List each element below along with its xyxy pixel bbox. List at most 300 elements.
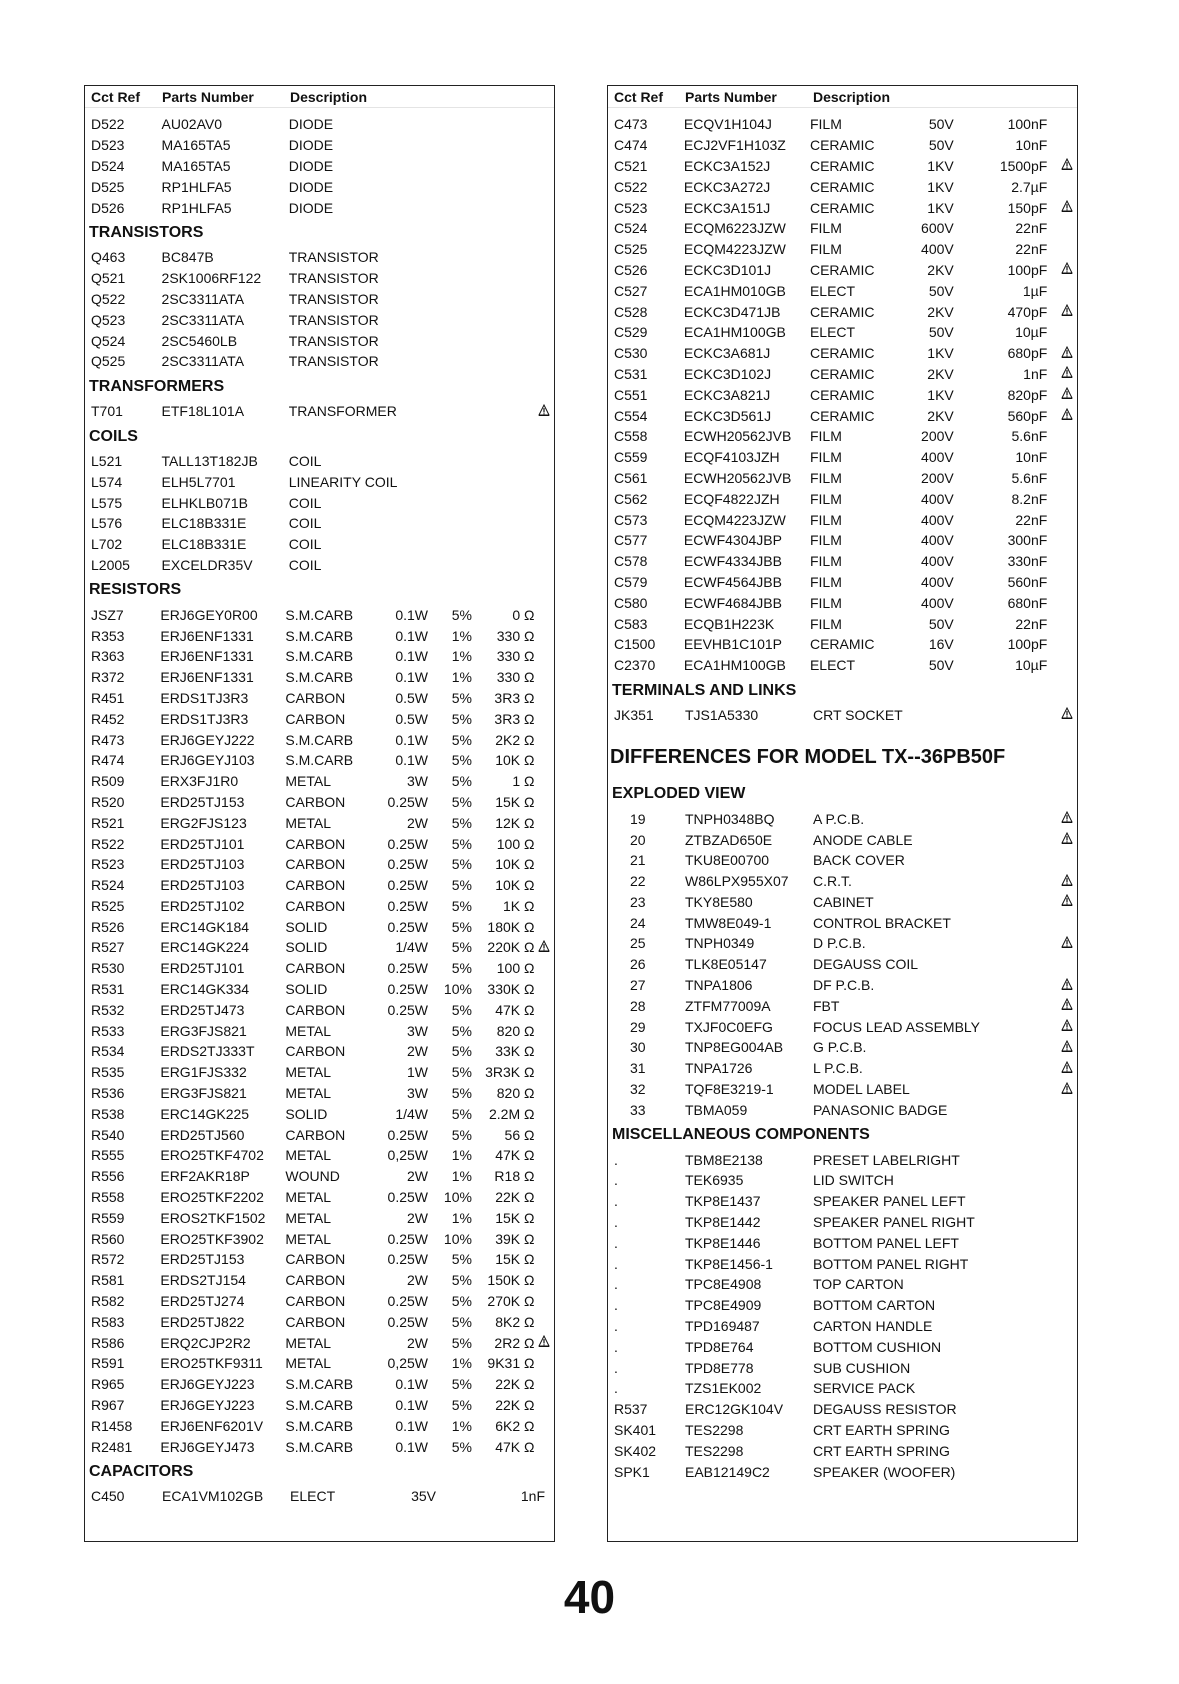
cct-ref: Q524: [91, 332, 126, 349]
warning-cell: [1057, 978, 1077, 993]
safety-warning-icon: [1061, 346, 1073, 358]
description: MODEL LABEL: [813, 1081, 910, 1098]
value: 22nF: [1015, 511, 1048, 528]
cct-ref: .: [614, 1255, 618, 1272]
description: CERAMIC: [809, 636, 875, 653]
value: 8.2nF: [1011, 490, 1048, 507]
description: DIODE: [288, 178, 334, 195]
cct-ref: L702: [91, 536, 123, 553]
description: FILM: [809, 428, 842, 445]
table-row: [85, 750, 554, 771]
description: CARBON: [285, 897, 346, 914]
wattage: 0.1W: [395, 752, 428, 769]
cct-ref: C573: [614, 511, 648, 528]
wattage: 0.1W: [395, 1376, 428, 1393]
parts-number: ECWH20562JVB: [683, 469, 792, 486]
cct-ref: R586: [91, 1334, 125, 1351]
wattage: 0.25W: [387, 877, 428, 894]
wattage: 0.1W: [395, 627, 428, 644]
wattage: 0.5W: [395, 689, 428, 706]
cct-ref: C529: [614, 324, 648, 341]
tolerance: 5%: [451, 939, 472, 956]
description: CERAMIC: [809, 137, 875, 154]
table-row: [85, 1395, 554, 1416]
value: 47K Ω: [495, 1438, 535, 1455]
table-row: [608, 1058, 1077, 1079]
description: WOUND: [285, 1168, 340, 1185]
parts-number: TMW8E049-1: [685, 914, 772, 931]
description: FILM: [809, 615, 842, 632]
table-row: [85, 604, 554, 625]
wattage: 0.25W: [387, 1230, 428, 1247]
safety-warning-icon: [1061, 1040, 1073, 1052]
value: 100 Ω: [496, 960, 535, 977]
table-row: [85, 916, 554, 937]
section-title-misc: MISCELLANEOUS COMPONENTS: [612, 1126, 870, 1144]
parts-number: ECJ2VF1H103Z: [683, 137, 786, 154]
parts-number: ERJ6GEYJ223: [160, 1376, 255, 1393]
description: S.M.CARB: [285, 1438, 354, 1455]
description: DIODE: [288, 116, 334, 133]
parts-number: W86LPX955X07: [685, 873, 789, 890]
tolerance: 5%: [451, 835, 472, 852]
parts-number: ECQB1H223K: [683, 615, 775, 632]
voltage: 400V: [921, 532, 954, 549]
wattage: 0.25W: [387, 1251, 428, 1268]
table-row: [85, 534, 554, 555]
description: METAL: [285, 1230, 332, 1247]
warning-cell: [1057, 304, 1077, 319]
table-row: [608, 1399, 1077, 1420]
table-row: [608, 655, 1077, 676]
description: FILM: [809, 511, 842, 528]
voltage: 50V: [928, 282, 954, 299]
warning-cell: [1057, 1082, 1077, 1097]
cct-ref: C524: [614, 220, 648, 237]
value: 39K Ω: [495, 1230, 535, 1247]
left-parts-table: [84, 85, 555, 1542]
description: METAL: [285, 1209, 332, 1226]
description: CERAMIC: [809, 303, 875, 320]
description: A P.C.B.: [813, 810, 865, 827]
description: COIL: [288, 452, 322, 469]
tolerance: 5%: [451, 710, 472, 727]
description: METAL: [285, 1355, 332, 1372]
parts-number: TKY8E580: [685, 893, 753, 910]
wattage: 0.1W: [395, 669, 428, 686]
description: METAL: [285, 1085, 332, 1102]
cct-ref: C523: [614, 199, 648, 216]
tolerance: 5%: [451, 1022, 472, 1039]
warning-cell: [1057, 200, 1077, 215]
safety-warning-icon: [1061, 811, 1073, 823]
cct-ref: 25: [630, 935, 646, 952]
value: 100nF: [1007, 116, 1048, 133]
parts-number: ELC18B331E: [161, 536, 247, 553]
parts-number: TKP8E1437: [685, 1193, 761, 1210]
value: 15K Ω: [495, 1209, 535, 1226]
description: BACK COVER: [813, 852, 905, 869]
parts-number: RP1HLFA5: [161, 199, 232, 216]
wattage: 0.25W: [387, 1126, 428, 1143]
warning-cell: [1057, 387, 1077, 402]
parts-number: TKP8E1446: [685, 1234, 761, 1251]
parts-number: ERD25TJ102: [160, 897, 245, 914]
description: CRT SOCKET: [813, 706, 903, 723]
description: CARBON: [285, 1001, 346, 1018]
warning-cell: [1057, 366, 1077, 381]
warning-cell: [1057, 998, 1077, 1013]
description: CERAMIC: [809, 345, 875, 362]
parts-number: RP1HLFA5: [161, 178, 232, 195]
value: 330 Ω: [496, 648, 535, 665]
safety-warning-icon: [1061, 832, 1073, 844]
table-row: [85, 268, 554, 289]
safety-warning-icon: [1061, 158, 1073, 170]
tolerance: 5%: [451, 856, 472, 873]
voltage: 2KV: [927, 407, 954, 424]
value: 100pF: [1007, 636, 1048, 653]
table-row: [608, 156, 1077, 177]
description: SPEAKER (WOOFER): [813, 1463, 956, 1480]
safety-warning-icon: [538, 404, 550, 416]
description: COIL: [288, 536, 322, 553]
description: SUB CUSHION: [813, 1359, 911, 1376]
tolerance: 5%: [451, 1126, 472, 1143]
tolerance: 5%: [451, 1105, 472, 1122]
warning-cell: [1057, 1019, 1077, 1034]
value: 15K Ω: [495, 793, 535, 810]
cct-ref: 21: [630, 852, 646, 869]
description: PRESET LABELRIGHT: [813, 1151, 960, 1168]
parts-number: ERJ6GEYJ223: [160, 1397, 255, 1414]
description: COIL: [288, 494, 322, 511]
safety-warning-icon: [1061, 304, 1073, 316]
description: FILM: [809, 116, 842, 133]
value: 680nF: [1007, 594, 1048, 611]
parts-number: ECQM6223JZW: [683, 220, 786, 237]
parts-number: ERJ6ENF1331: [160, 669, 254, 686]
wattage: 0,25W: [387, 1355, 428, 1372]
description: TRANSISTOR: [288, 290, 379, 307]
cct-ref: R530: [91, 960, 125, 977]
description: D P.C.B.: [813, 935, 866, 952]
table-row: [608, 705, 1077, 726]
table-row: [85, 688, 554, 709]
value: 1 Ω: [512, 773, 535, 790]
table-row: [85, 176, 554, 197]
table-row: [85, 309, 554, 330]
wattage: 0.25W: [387, 981, 428, 998]
table-row: [608, 1461, 1077, 1482]
description: CARBON: [285, 1293, 346, 1310]
parts-number: ERJ6GEYJ473: [160, 1438, 255, 1455]
cct-ref: L576: [91, 515, 123, 532]
table-row: [608, 954, 1077, 975]
table-row: [85, 1228, 554, 1249]
cct-ref: SK401: [614, 1422, 657, 1439]
table-row: [608, 135, 1077, 156]
table-row: [608, 176, 1077, 197]
cct-ref: R363: [91, 648, 125, 665]
table-row: [85, 1041, 554, 1062]
wattage: 0.1W: [395, 606, 428, 623]
cct-ref: R523: [91, 856, 125, 873]
voltage: 400V: [921, 553, 954, 570]
table-row: [608, 1212, 1077, 1233]
parts-number: BC847B: [161, 249, 214, 266]
cct-ref: R536: [91, 1085, 125, 1102]
cct-ref: Q523: [91, 311, 126, 328]
cct-ref: .: [614, 1214, 618, 1231]
description: METAL: [285, 1022, 332, 1039]
table-row: [85, 351, 554, 372]
capacitors-list: [85, 1486, 554, 1507]
table-row: [608, 1037, 1077, 1058]
parts-number: ECKC3A821J: [683, 386, 771, 403]
table-row: [608, 1295, 1077, 1316]
description: CARBON: [285, 856, 346, 873]
parts-number: MA165TA5: [161, 157, 231, 174]
wattage: 0.1W: [395, 731, 428, 748]
voltage: 600V: [921, 220, 954, 237]
wattage: 0.5W: [395, 710, 428, 727]
table-row: [608, 1079, 1077, 1100]
voltage: 400V: [921, 511, 954, 528]
value: 100pF: [1007, 261, 1048, 278]
description: CARBON: [285, 877, 346, 894]
cct-ref: C528: [614, 303, 648, 320]
voltage: 50V: [928, 137, 954, 154]
description: FILM: [809, 449, 842, 466]
table-row: [608, 1420, 1077, 1441]
description: CARBON: [285, 710, 346, 727]
safety-warning-icon: [1061, 874, 1073, 886]
parts-number: 2SK1006RF122: [161, 270, 262, 287]
parts-number: ERJ6ENF6201V: [160, 1417, 264, 1434]
parts-number: 2SC3311ATA: [161, 311, 245, 328]
wattage: 2W: [407, 1334, 428, 1351]
description: S.M.CARB: [285, 1417, 354, 1434]
description: TRANSISTOR: [288, 353, 379, 370]
parts-number: TKU8E00700: [685, 852, 770, 869]
cct-ref: R967: [91, 1397, 125, 1414]
description: SERVICE PACK: [813, 1380, 916, 1397]
value: 100 Ω: [496, 835, 535, 852]
voltage: 400V: [921, 594, 954, 611]
cct-ref: R473: [91, 731, 125, 748]
cct-ref: R509: [91, 773, 125, 790]
description: S.M.CARB: [285, 627, 354, 644]
table-row: [85, 1124, 554, 1145]
table-row: [608, 1191, 1077, 1212]
parts-number: TBM8E2138: [685, 1151, 763, 1168]
wattage: 0.25W: [387, 960, 428, 977]
parts-number: ECKC3D101J: [683, 261, 772, 278]
parts-number: ZTFM77009A: [685, 997, 771, 1014]
table-row: [85, 247, 554, 268]
parts-number: ERD25TJ822: [160, 1313, 245, 1330]
warning-cell: [1057, 1040, 1077, 1055]
description: G P.C.B.: [813, 1039, 867, 1056]
cct-ref: C554: [614, 407, 648, 424]
wattage: 0.25W: [387, 835, 428, 852]
cct-ref: T701: [91, 403, 123, 420]
cct-ref: C578: [614, 553, 648, 570]
safety-warning-icon: [1061, 978, 1073, 990]
parts-number: ERD25TJ103: [160, 856, 245, 873]
description: CERAMIC: [809, 386, 875, 403]
table-row: [608, 808, 1077, 829]
cct-ref: R521: [91, 814, 125, 831]
value: R18 Ω: [494, 1168, 535, 1185]
parts-number: TES2298: [685, 1442, 744, 1459]
parts-number: AU02AV0: [161, 116, 222, 133]
value: 220K Ω: [487, 939, 535, 956]
value: 22K Ω: [495, 1397, 535, 1414]
cct-ref: C580: [614, 594, 648, 611]
description: DIODE: [288, 157, 334, 174]
cct-ref: C527: [614, 282, 648, 299]
cct-ref: .: [614, 1172, 618, 1189]
parts-number: ERJ6GEYJ222: [160, 731, 255, 748]
description: CRT EARTH SPRING: [813, 1442, 950, 1459]
description: METAL: [285, 773, 332, 790]
cct-ref: D526: [91, 199, 125, 216]
table-row: [608, 1232, 1077, 1253]
cct-ref: 31: [630, 1060, 646, 1077]
parts-number: TXJF0C0EFG: [685, 1018, 773, 1035]
table-row: [608, 1016, 1077, 1037]
wattage: 0.25W: [387, 897, 428, 914]
parts-number: TALL13T182JB: [161, 452, 258, 469]
parts-number: TQF8E3219-1: [685, 1081, 774, 1098]
voltage: 400V: [921, 490, 954, 507]
tolerance: 5%: [451, 1313, 472, 1330]
cct-ref: R535: [91, 1064, 125, 1081]
parts-number: ERJ6GEYJ103: [160, 752, 255, 769]
description: TRANSISTOR: [288, 332, 379, 349]
value: 22nF: [1015, 241, 1048, 258]
parts-number: ERD25TJ153: [160, 793, 245, 810]
cct-ref: C558: [614, 428, 648, 445]
cct-ref: R451: [91, 689, 125, 706]
description: L P.C.B.: [813, 1060, 863, 1077]
cct-ref: R582: [91, 1293, 125, 1310]
cct-ref: R556: [91, 1168, 125, 1185]
cct-ref: C561: [614, 469, 648, 486]
value: 22nF: [1015, 615, 1048, 632]
cct-ref: R559: [91, 1209, 125, 1226]
parts-number: ERDS2TJ154: [160, 1272, 246, 1289]
description: BOTTOM CUSHION: [813, 1338, 942, 1355]
table-row: [608, 850, 1077, 871]
description: FOCUS LEAD ASSEMBLY: [813, 1018, 981, 1035]
value: 10nF: [1015, 137, 1048, 154]
value: 10µF: [1015, 324, 1048, 341]
parts-number: ERD25TJ560: [160, 1126, 245, 1143]
description: CERAMIC: [809, 157, 875, 174]
table-row: [608, 1274, 1077, 1295]
parts-number: ECQV1H104J: [683, 116, 772, 133]
header-parts-number: Parts Number: [685, 88, 777, 105]
parts-number: ECWF4334JBB: [683, 553, 782, 570]
warning-cell: [1057, 874, 1077, 889]
description: METAL: [285, 1064, 332, 1081]
warning-cell: [1057, 894, 1077, 909]
table-row: [608, 343, 1077, 364]
safety-warning-icon: [1061, 1061, 1073, 1073]
parts-number: ECKC3D561J: [683, 407, 772, 424]
diodes-list: [85, 114, 554, 218]
description: ANODE CABLE: [813, 831, 913, 848]
cct-ref: L521: [91, 452, 123, 469]
wattage: 0.25W: [387, 793, 428, 810]
value: 56 Ω: [504, 1126, 535, 1143]
voltage: 1KV: [927, 199, 954, 216]
tolerance: 5%: [451, 918, 472, 935]
header-description: Description: [813, 88, 891, 105]
table-row: [608, 592, 1077, 613]
value: 1500pF: [999, 157, 1048, 174]
description: DIODE: [288, 199, 334, 216]
cct-ref: C2370: [614, 657, 656, 674]
parts-number: 2SC3311ATA: [161, 353, 245, 370]
resistors-list: [85, 604, 554, 1457]
voltage: 400V: [921, 449, 954, 466]
terminals-list: [608, 705, 1077, 726]
tolerance: 1%: [451, 1147, 472, 1164]
table-row: [608, 1336, 1077, 1357]
wattage: 2W: [407, 1168, 428, 1185]
description: ELECT: [290, 1488, 336, 1505]
cct-ref: R558: [91, 1189, 125, 1206]
parts-number: TNPH0349: [685, 935, 755, 952]
description: S.M.CARB: [285, 1397, 354, 1414]
description: CARBON: [285, 835, 346, 852]
cct-ref: JSZ7: [91, 606, 124, 623]
wattage: 0.1W: [395, 1417, 428, 1434]
wattage: 0.25W: [387, 1293, 428, 1310]
parts-number: ECKC3D102J: [683, 365, 772, 382]
cct-ref: R591: [91, 1355, 125, 1372]
description: CARBON: [285, 1126, 346, 1143]
description: DEGAUSS RESISTOR: [813, 1401, 957, 1418]
warning-cell: [1057, 346, 1077, 361]
cct-ref: R538: [91, 1105, 125, 1122]
cct-ref: C522: [614, 178, 648, 195]
table-row: [85, 1207, 554, 1228]
description: LID SWITCH: [813, 1172, 894, 1189]
voltage: 200V: [921, 428, 954, 445]
table-row: [608, 260, 1077, 281]
table-row: [85, 812, 554, 833]
cct-ref: 32: [630, 1081, 646, 1098]
parts-number: ERJ6ENF1331: [160, 648, 254, 665]
wattage: 2W: [407, 1272, 428, 1289]
table-row: [85, 471, 554, 492]
table-row: [85, 1353, 554, 1374]
parts-number: ERJ6GEY0R00: [160, 606, 258, 623]
parts-number: ERDS1TJ3R3: [160, 689, 249, 706]
tolerance: 5%: [451, 1043, 472, 1060]
description: CARBON: [285, 960, 346, 977]
value: 9K31 Ω: [487, 1355, 535, 1372]
description: FILM: [809, 573, 842, 590]
table-row: [608, 829, 1077, 850]
table-row: [85, 513, 554, 534]
description: TRANSISTOR: [288, 311, 379, 328]
